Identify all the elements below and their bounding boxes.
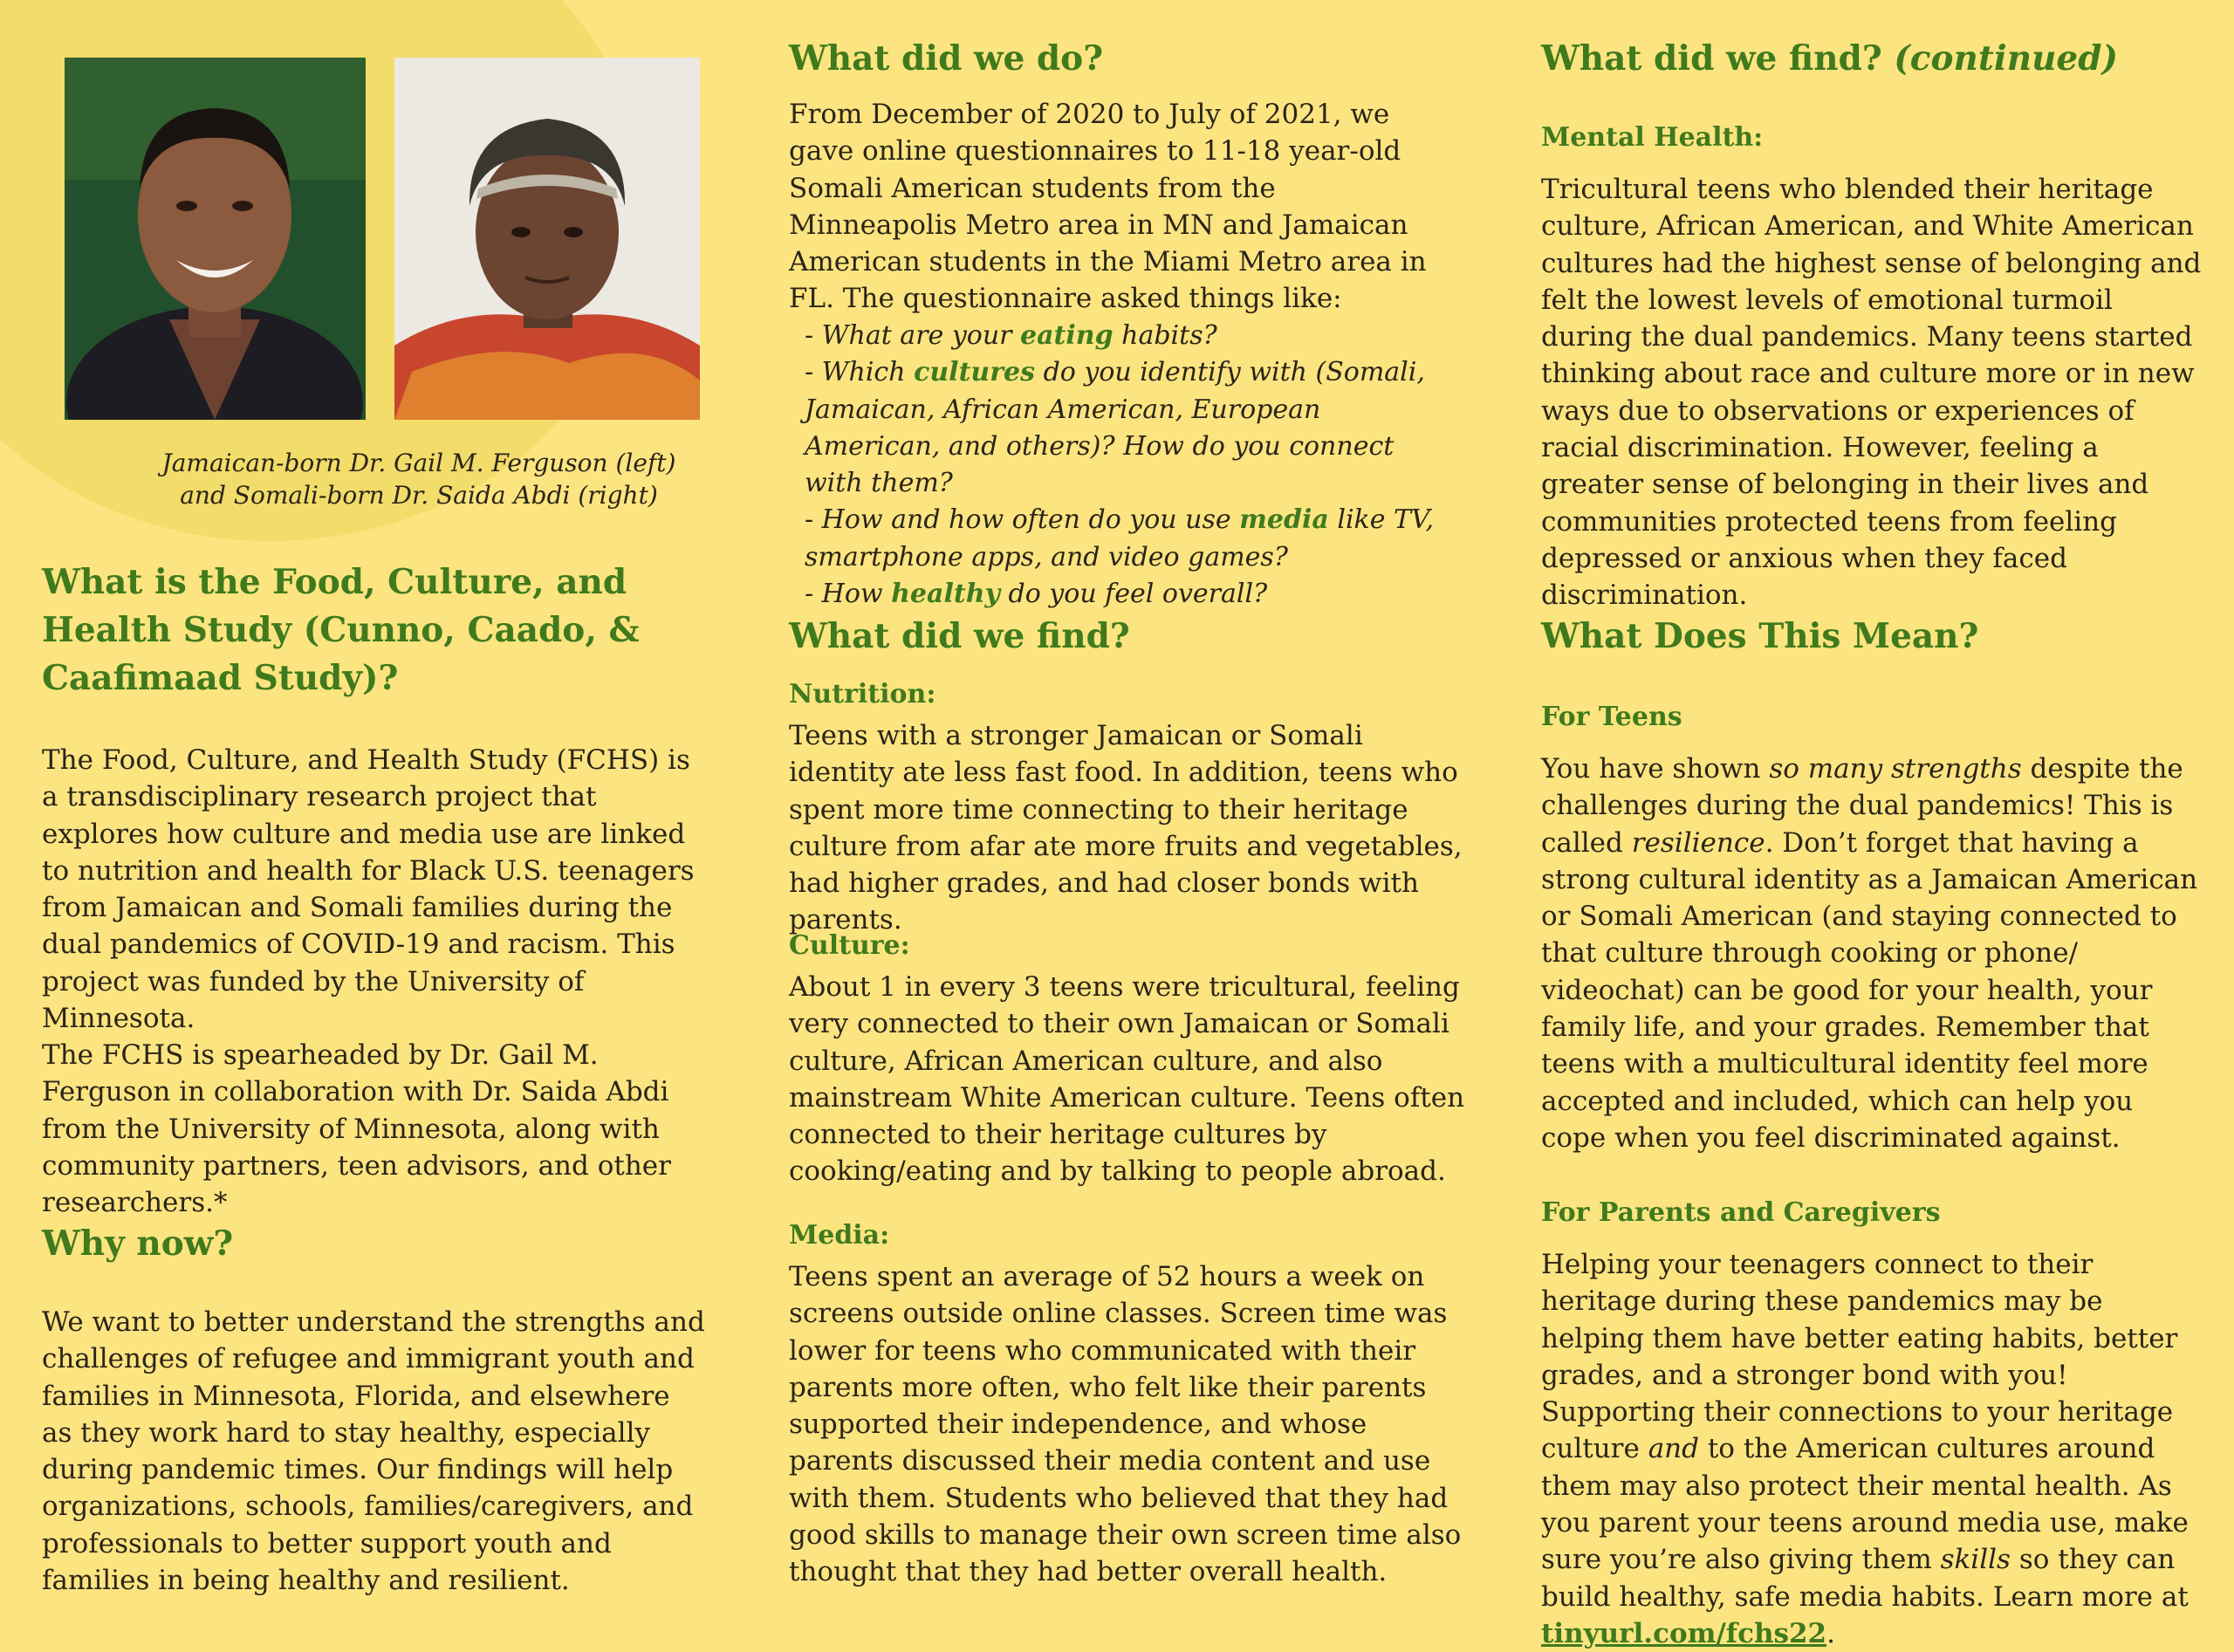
study-heading: What is the Food, Culture, and Health Study (Cunno, Caado, & Caafimaad Study)?: [42, 562, 640, 698]
mental-health-label: Mental Health:: [1541, 122, 1764, 153]
photo-saida-abdi: [394, 58, 700, 420]
media-paragraph: Teens spent an average of 52 hours a week on screens outside online classes. Screen time was lower for teens who communicated with their parents more often, who felt like their parents supported their independence, and whose parents discussed their media content and use with them. Students who believed that they had good skills to manage their own screen time also thought that they had better overall health.: [789, 1261, 1462, 1588]
portrait-right-image: [394, 58, 700, 420]
portrait-left-image: [65, 58, 366, 420]
question-cultures: - Which cultures do you identify with (Somali, Jamaican, African American, European American, and others)? How do you connect with them?: [805, 357, 1425, 499]
nutrition-label: Nutrition:: [789, 679, 936, 709]
mental-health-paragraph: Tricultural teens who blended their heritage culture, African American, and White American cultures had the highest sense of belonging and felt the lowest levels of emotional turmoil during the dual pandemics. Many teens started thinking about race and culture more or in new ways due to observations or experiences of racial discrimination. However, feeling a greater sense of belonging in their lives and communities protected teens from feeling depressed or anxious when they faced discrimination.: [1541, 174, 2202, 612]
caption-line-2: and Somali-born Dr. Saida Abdi (right): [180, 481, 658, 510]
question-healthy: - How healthy do you feel overall?: [805, 579, 1268, 610]
for-parents-paragraph: Helping your teenagers connect to their heritage during these pandemics may be helping them have better eating habits, better grades, and a stronger bond with you! Supporting their connections to your heritage culture and to the American cultures around them may also protect their mental health. As you parent your teens around media use, make sure you’re also giving them skills so they can build healthy, safe media habits. Learn more at tinyurl.com/fchs22.: [1541, 1249, 2189, 1649]
what-did-we-do-paragraph: From December of 2020 to July of 2021, we gave online questionnaires to 11-18 year-old Somali American students from the Minneapolis Metro area in MN and Jamaican American students in the Miami Metro area in FL. The questionnaire asked things like:: [789, 99, 1427, 315]
photo-caption: [131, 447, 707, 511]
what-did-we-find-heading: What did we find?: [789, 616, 1130, 656]
learn-more-link[interactable]: tinyurl.com/fchs22: [1541, 1617, 1827, 1649]
for-teens-label: For Teens: [1541, 702, 1682, 732]
study-paragraph-2: The FCHS is spearheaded by Dr. Gail M. Ferguson in collaboration with Dr. Saida Abdi from the University of Minnesota, along with community partners, teen advisors, and other researchers.*: [42, 1039, 671, 1219]
what-does-this-mean-heading: What Does This Mean?: [1541, 616, 1979, 656]
for-teens-paragraph: You have shown so many strengths despite the challenges during the dual pandemics! This is called resilience. Don’t forget that having a strong cultural identity as a Jamaican American or Somali American (and staying connected to that culture through cooking or phone/ videochat) can be good for your health, your family life, and your grades. Remember that teens with a multicultural identity feel more accepted and included, which can help you cope when you feel discriminated against.: [1541, 753, 2198, 1154]
media-label: Media:: [789, 1220, 890, 1251]
questionnaire-list: [789, 318, 1452, 613]
study-paragraph-1: The Food, Culture, and Health Study (FCHS) is a transdisciplinary research project that explores how culture and media use are linked to nutrition and health for Black U.S. teenagers from Jamaican and Somali families during the dual pandemics of COVID-19 and racism. This project was funded by the University of Minnesota.: [42, 744, 695, 1035]
findings-continued-heading: What did we find? (continued): [1541, 38, 2118, 79]
question-eating: - What are your eating habits?: [805, 320, 1217, 351]
nutrition-paragraph: Teens with a stronger Jamaican or Somali identity ate less fast food. In addition, teens who spent more time connecting to their heritage culture from afar ate more fruits and vegetables, had higher grades, and had closer bonds with parents.: [789, 720, 1463, 936]
culture-label: Culture:: [789, 930, 910, 961]
why-now-paragraph: We want to better understand the strengths and challenges of refugee and immigrant youth and families in Minnesota, Florida, and elsewhere as they work hard to stay healthy, especially during pandemic times. Our findings will help organizations, schools, families/caregivers, and professionals to better support youth and families in being healthy and resilient.: [42, 1306, 705, 1597]
question-media: - How and how often do you use media like TV, smartphone apps, and video games?: [805, 504, 1434, 572]
caption-line-1: Jamaican-born Dr. Gail M. Ferguson (left): [161, 449, 676, 477]
why-now-heading: Why now?: [42, 1224, 234, 1264]
what-did-we-do-heading: What did we do?: [789, 38, 1104, 79]
culture-paragraph: About 1 in every 3 teens were tricultural, feeling very connected to their own Jamaican or Somali culture, African American culture, and also mainstream White American culture. Teens often connected to their heritage cultures by cooking/eating and by talking to people abroad.: [789, 971, 1465, 1188]
for-parents-label: For Parents and Caregivers: [1541, 1197, 1941, 1228]
photo-gail-ferguson: [65, 58, 366, 420]
